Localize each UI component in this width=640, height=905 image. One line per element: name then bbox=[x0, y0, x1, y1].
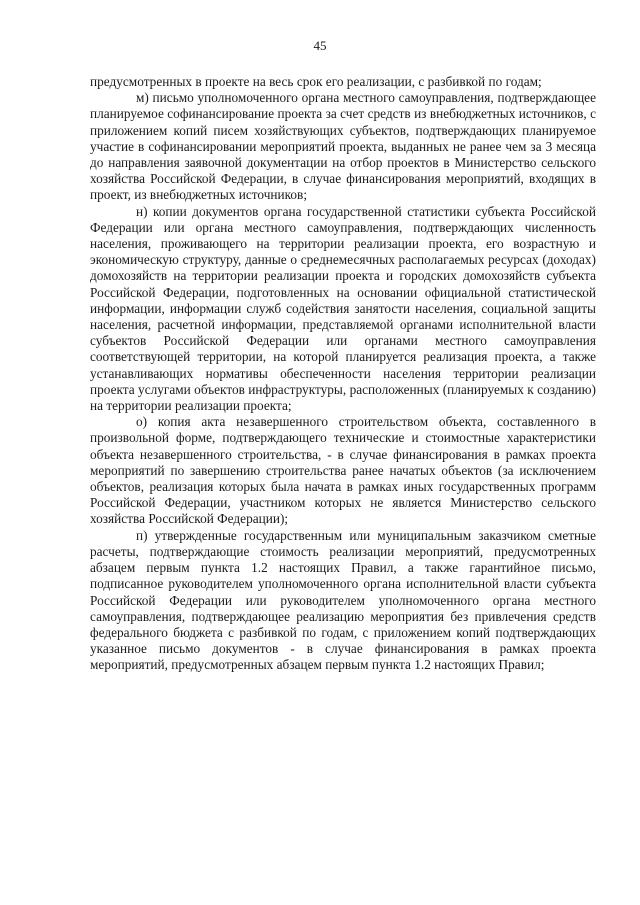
paragraph-item-n: н) копии документов органа государственной статистики субъекта Российской Федерации или органа местного самоуправления, подтверждающих численность населения, проживающего на территории реализации проекта, его возрастную и экономическую структуру, данные о среднемесячных располагаемых ресурсах (доходах) домохозяйств на территории реализации проекта и городских домохозяйств субъекта Российской Федерации, подготовленных на основании официальной статистической информации, информации служб содействия занятости населения, социальной защиты населения, расчетной информации, представляемой органами исполнительной власти субъектов Российской Федерации или органами местного самоуправления соответствующей территории, на которой планируется реализация проекта, а также устанавливающих нормативы обеспеченности населения территории реализации проекта услугами объектов инфраструктуры, расположенных (планируемых к созданию) на территории реализации проекта; bbox=[90, 203, 596, 414]
page-number: 45 bbox=[313, 38, 327, 53]
paragraph-item-p: п) утвержденные государственным или муниципальным заказчиком сметные расчеты, подтверждающие стоимость реализации мероприятий, предусмотренных абзацем первым пункта 1.2 настоящих Правил, а также гарантийное письмо, подписанное руководителем уполномоченного органа исполнительной власти субъекта Российской Федерации или руководителем уполномоченного органа местного самоуправления, подтверждающее реализацию мероприятия без привлечения средств федерального бюджета с разбивкой по годам, с приложением копий подтверждающих указанное письмо документов - в случае финансирования в рамках проекта мероприятий, предусмотренных абзацем первым пункта 1.2 настоящих Правил; bbox=[90, 527, 596, 673]
document-body bbox=[90, 74, 596, 674]
paragraph-continuation: предусмотренных в проекте на весь срок его реализации, с разбивкой по годам; bbox=[90, 74, 542, 89]
paragraph-item-o: о) копия акта незавершенного строительством объекта, составленного в произвольной форме, подтверждающего технические и стоимостные характеристики объекта незавершенного строительства, - в случае финансирования в рамках проекта мероприятий по завершению строительства ранее начатых объектов (за исключением объектов, реализация которых была начата в рамках иных государственных программ Российской Федерации, участником которых не является Министерство сельского хозяйства Российской Федерации); bbox=[90, 414, 596, 527]
paragraph-item-m: м) письмо уполномоченного органа местного самоуправления, подтверждающее планируемое софинансирование проекта за счет средств из внебюджетных источников, с приложением копий писем хозяйствующих субъектов, подтверждающих планируемое участие в софинансировании мероприятий проекта, выданных не ранее чем за 3 месяца до направления заявочной документации на отбор проектов в Министерство сельского хозяйства Российской Федерации, в случае финансирования мероприятий, входящих в проект, из внебюджетных источников; bbox=[90, 90, 596, 203]
